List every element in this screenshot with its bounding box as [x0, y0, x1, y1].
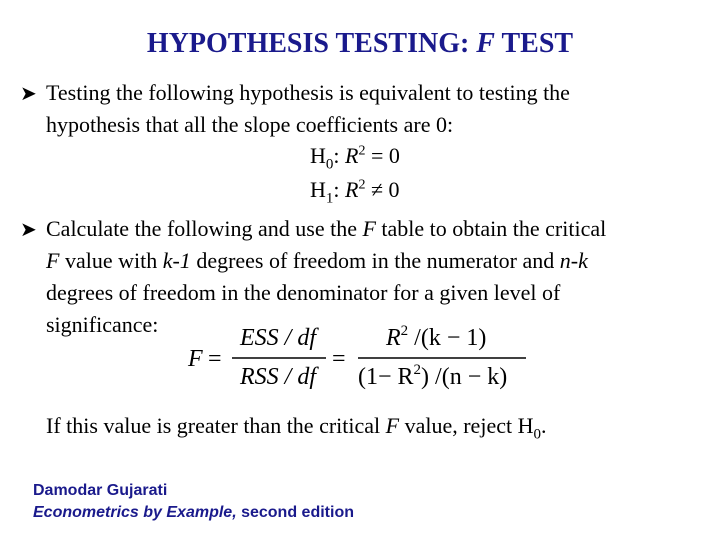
- h1-h: H: [310, 177, 326, 202]
- h1-r: R: [345, 177, 359, 202]
- b2-part3: value with: [59, 248, 163, 273]
- alternative-hypothesis: [310, 177, 400, 207]
- bullet-2-line-2: [46, 245, 716, 277]
- title-f: F: [476, 28, 495, 59]
- conclusion-part2: value, reject H: [399, 413, 534, 438]
- b2-f2: F: [46, 248, 60, 273]
- bullet-2-line-4: significance:: [46, 312, 159, 337]
- slide-title: [0, 28, 720, 60]
- b2-nk: n-k: [559, 248, 588, 273]
- f-statistic-formula: [186, 318, 546, 398]
- formula-den-2: $(1- R^2)$ /(n − k): [358, 362, 508, 390]
- formula-f: F: [188, 346, 203, 372]
- conclusion-part1: If this value is greater than the critical: [46, 413, 386, 438]
- formula-eq-1: =: [208, 346, 222, 372]
- h0-sub: 0: [325, 156, 334, 173]
- b2-f1: F: [362, 216, 376, 241]
- h0-colon: :: [333, 143, 346, 168]
- h1-sup: 2: [358, 177, 366, 193]
- b2-part2: table to obtain the critical: [375, 216, 607, 241]
- conclusion-f: F: [385, 413, 400, 438]
- footer-book: Econometrics by Example,: [33, 504, 237, 521]
- formula-num-1: ESS / df: [240, 325, 316, 351]
- conclusion-text: [46, 413, 546, 443]
- footer-edition: second edition: [236, 504, 354, 521]
- formula-eq-2: =: [332, 346, 346, 372]
- b2-part1: Calculate the following and use the: [46, 216, 363, 241]
- conclusion-end: .: [540, 413, 547, 438]
- formula-num-2: $R^2$ /(k − 1): [386, 323, 487, 351]
- b2-k1: k-1: [162, 248, 191, 273]
- b2-part4: degrees of freedom in the numerator and: [190, 248, 560, 273]
- h0-h: H: [310, 143, 326, 168]
- footer-author: Damodar Gujarati: [33, 482, 168, 499]
- arrow-bullet-icon: ➤: [20, 217, 37, 241]
- h1-colon: :: [333, 177, 346, 202]
- h0-r: R: [345, 143, 359, 168]
- conclusion-sub: 0: [533, 426, 541, 443]
- title-suffix: TEST: [494, 28, 574, 59]
- formula-den-1: RSS / df: [240, 364, 316, 390]
- null-hypothesis: [310, 143, 400, 173]
- bullet-1-line-1: Testing the following hypothesis is equivalent to testing the: [46, 80, 570, 105]
- bullet-1-line-2: hypothesis that all the slope coefficients are 0:: [46, 112, 454, 137]
- h1-rest: ≠ 0: [365, 177, 400, 202]
- title-text: HYPOTHESIS TESTING:: [146, 28, 477, 59]
- bullet-2-line-3: degrees of freedom in the denominator for a given level of: [46, 280, 561, 305]
- footer-citation: [33, 480, 354, 524]
- h1-sub: 1: [325, 190, 334, 207]
- bullet-2-line-1: [46, 213, 716, 245]
- bullet-1-text: [46, 77, 716, 141]
- footer-book-line: [33, 502, 354, 524]
- h0-rest: = 0: [365, 143, 400, 168]
- h0-sup: 2: [358, 143, 366, 159]
- arrow-bullet-icon: ➤: [20, 81, 37, 105]
